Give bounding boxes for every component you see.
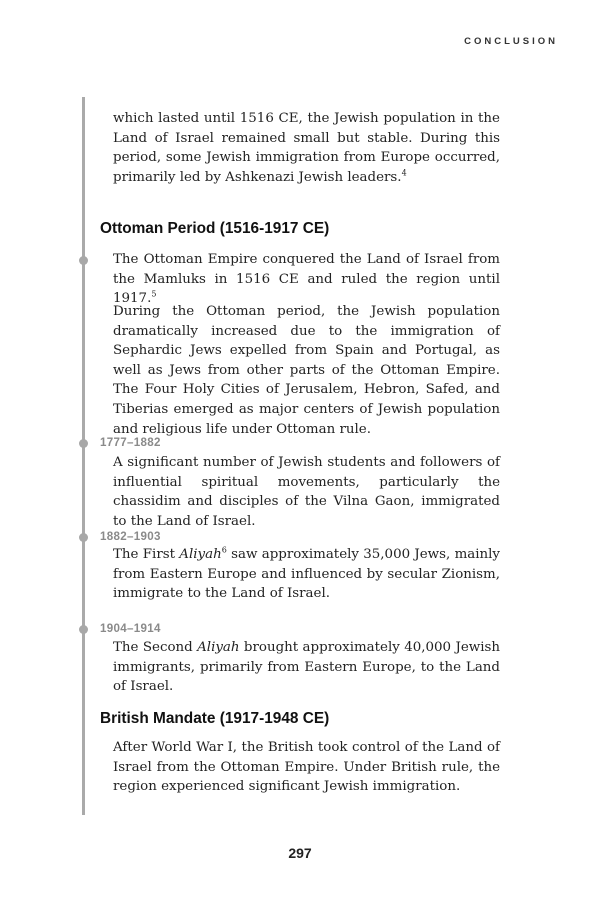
ottoman-paragraph-1 — [113, 250, 500, 309]
ottoman-p1-text: The Ottoman Empire conquered the Land of Israel from the Mamluks in 1516 CE and ruled the region until 1917. — [113, 252, 500, 307]
date-label-1882-1903: 1882–1903 — [100, 530, 161, 543]
aliyah-term: Aliyah — [179, 547, 222, 562]
entry-text: The First — [113, 547, 180, 562]
ottoman-paragraph-2: During the Ottoman period, the Jewish population dramatically increased due to the immigration of Sephardic Jews expelled from Spain and Portugal, as well as Jews from other parts of the Ottoman Empire. The Four Holy Cities of Jerusalem, Hebron, Safed, and Tiberias emerged as major centers of Jewish population and religious life under Ottoman rule. — [113, 304, 500, 437]
running-head: CONCLUSION — [464, 36, 558, 47]
timeline-entry-1904-1914 — [113, 638, 500, 697]
intro-text: which lasted until 1516 CE, the Jewish population in the Land of Israel remained small but stable. During this period, some Jewish immigration from Europe occurred, primarily led by Ashkenazi Jewish leaders. — [113, 111, 500, 185]
date-label-1904-1914: 1904–1914 — [100, 622, 161, 635]
timeline-dot — [79, 256, 88, 265]
entry-text: The Second — [113, 640, 198, 655]
british-mandate-heading: British Mandate (1917-1948 CE) — [100, 710, 330, 727]
british-paragraph: After World War I, the British took control of the Land of Israel from the Ottoman Empire. Under British rule, the region experienced significant Jewish immigration. — [113, 740, 500, 795]
date-label-1777-1882: 1777–1882 — [100, 436, 161, 449]
entry-text: brought approximately 40,000 Jewish immigrants, primarily from Eastern Europe, to the Land of Israel. — [113, 640, 500, 695]
entry-text: saw approximately 35,000 Jews, mainly from Eastern Europe and influenced by secular Zionism, immigrate to the Land of Israel. — [113, 547, 500, 602]
timeline-entry-1777-1882: A significant number of Jewish students and followers of influential spiritual movements, particularly the chassidim and disciples of the Vilna Gaon, immigrated to the Land of Israel. — [113, 455, 500, 529]
footnote-ref: 4 — [401, 168, 407, 178]
footnote-ref: 6 — [221, 545, 227, 555]
ottoman-period-heading: Ottoman Period (1516-1917 CE) — [100, 220, 330, 237]
timeline-line — [82, 97, 85, 815]
timeline-entry-1882-1903 — [113, 545, 500, 604]
timeline-dot — [79, 439, 88, 448]
timeline-dot — [79, 625, 88, 634]
page-number: 297 — [288, 845, 312, 861]
aliyah-term: Aliyah — [197, 640, 240, 655]
intro-paragraph — [113, 109, 500, 187]
footnote-ref: 5 — [151, 289, 157, 299]
timeline-dot — [79, 533, 88, 542]
